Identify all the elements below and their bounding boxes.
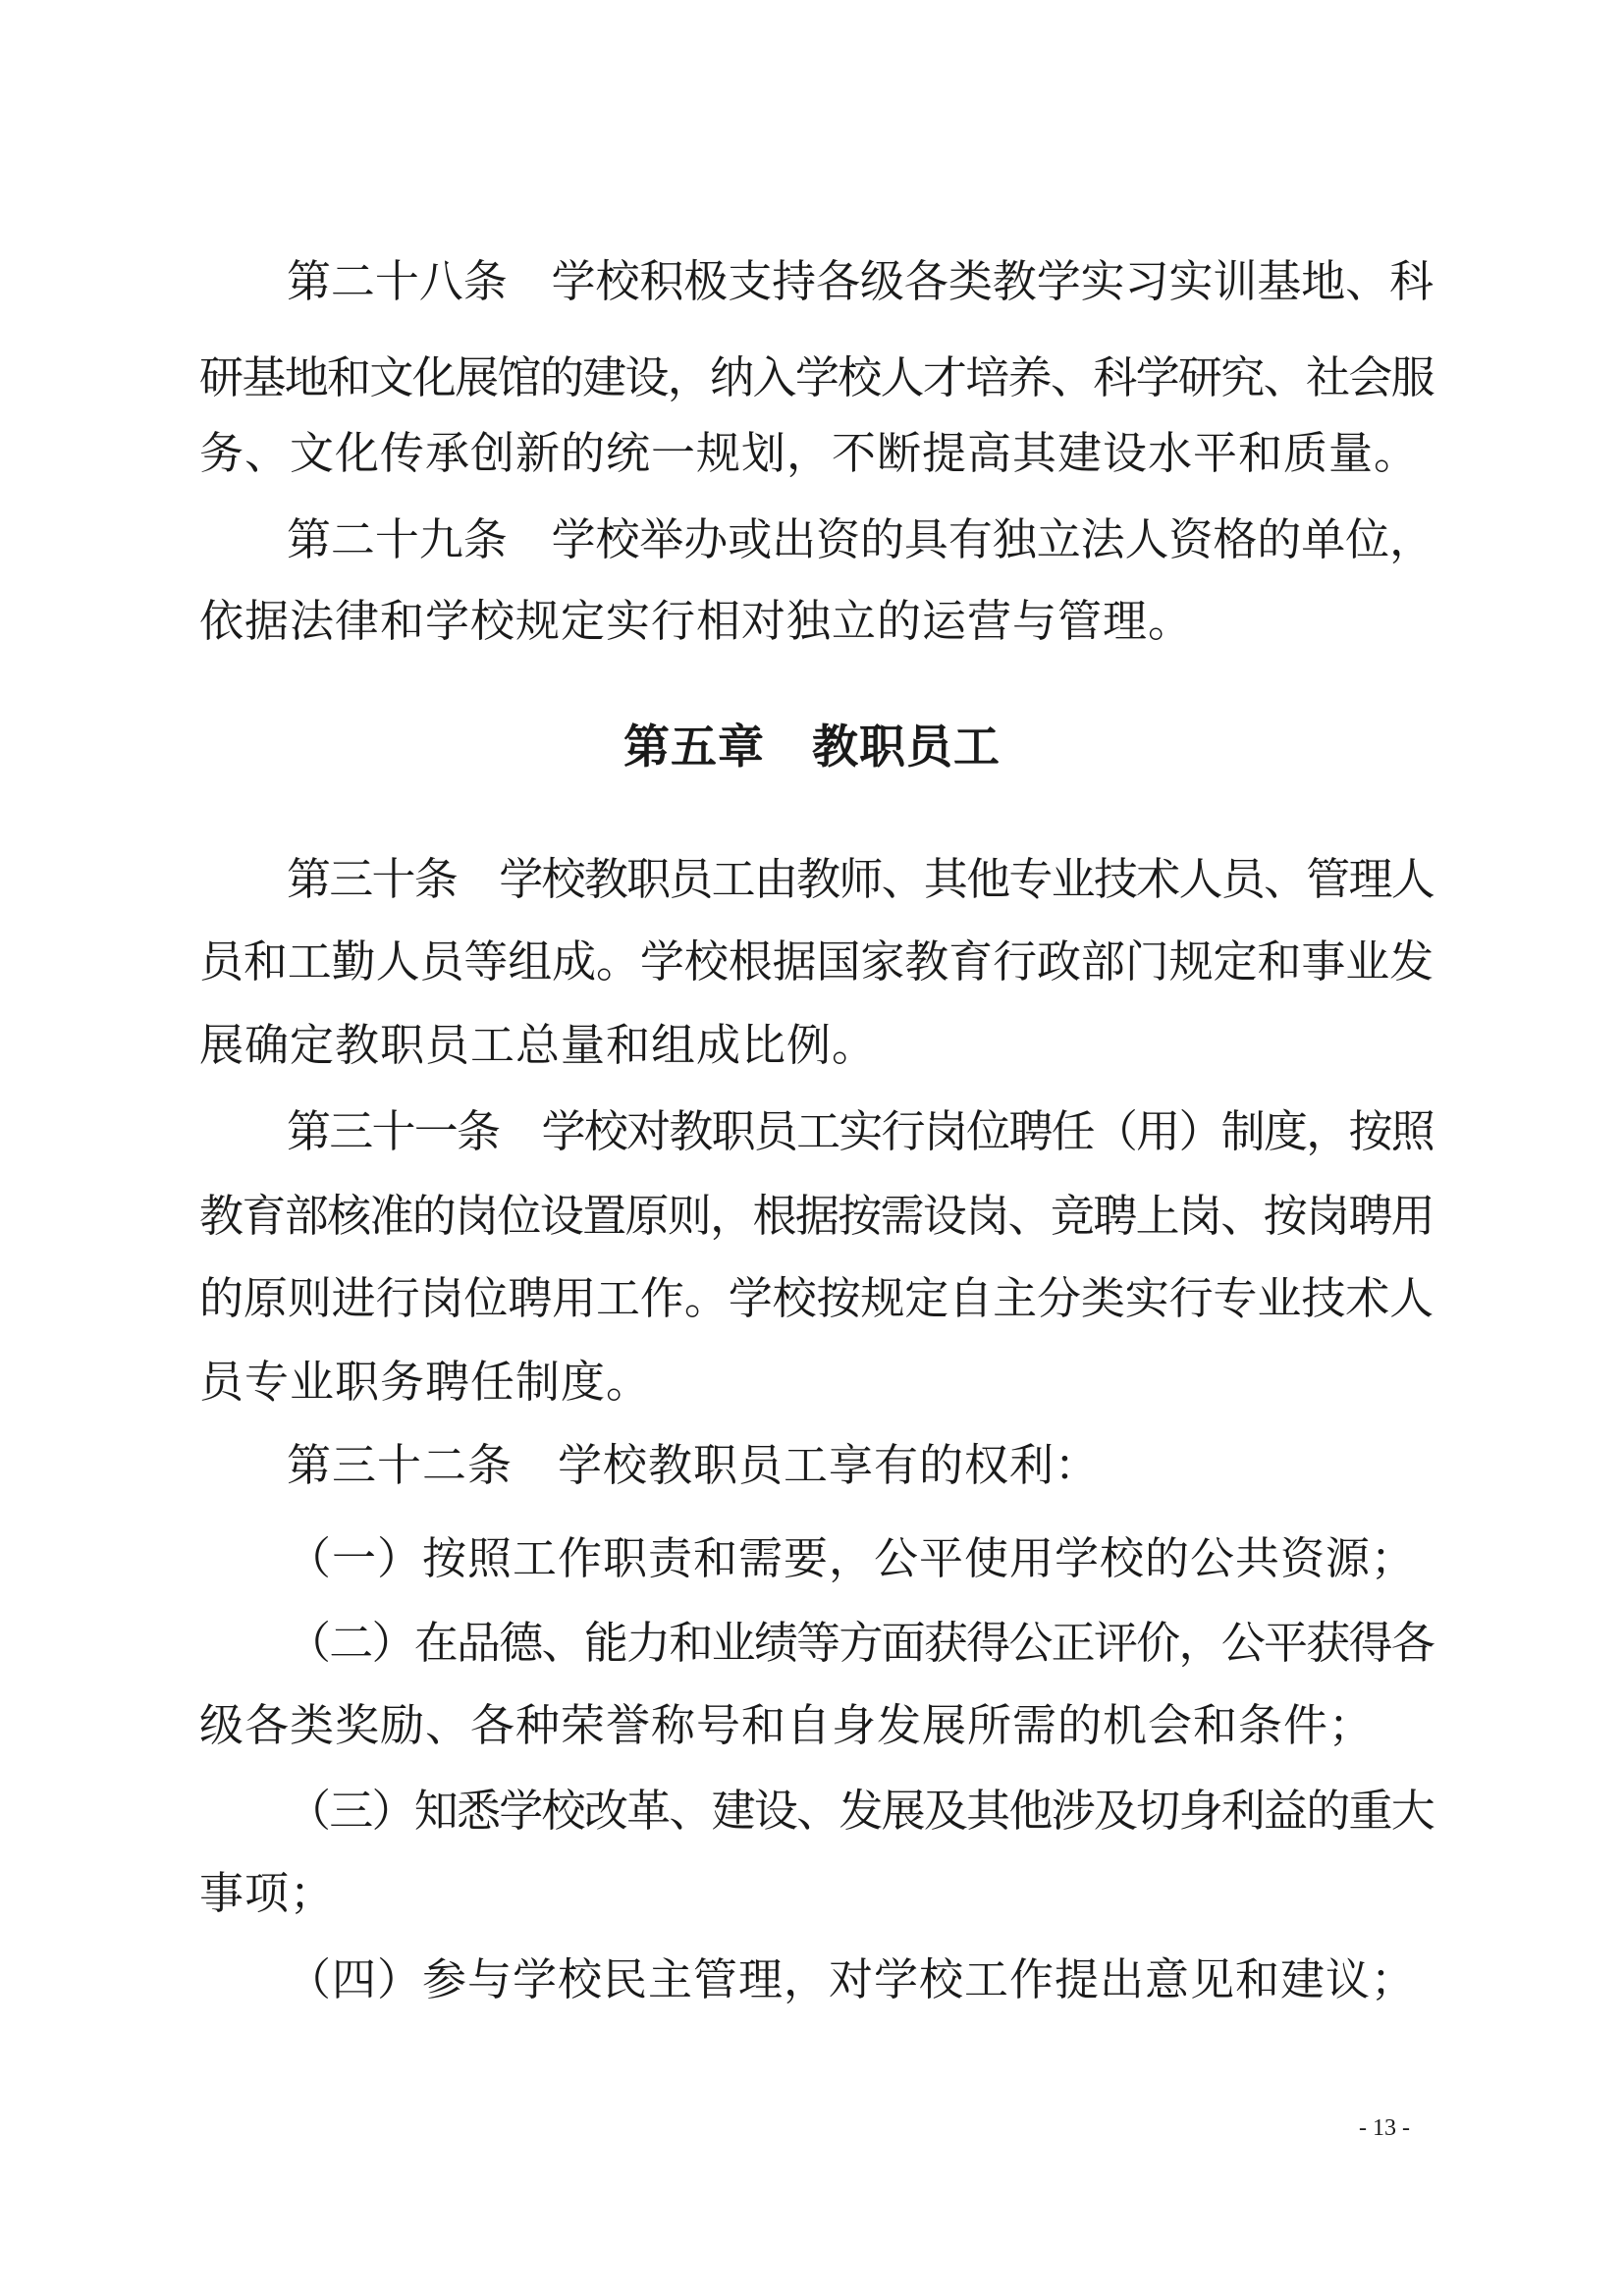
article-28-line-2: 研基地和文化展馆的建设，纳入学校人才培养、科学研究、社会服 [199,351,1435,403]
item-2-line-2: 级各类奖励、各种荣誉称号和自身发展所需的机会和条件； [199,1699,1375,1751]
article-31-line-1: 第三十一条 学校对教职员工实行岗位聘任（用）制度，按照 [287,1105,1435,1157]
article-31-line-2: 教育部核准的岗位设置原则，根据按需设岗、竞聘上岗、按岗聘用 [199,1190,1435,1242]
item-1-line-1: （一）按照工作职责和需要，公平使用学校的公共资源； [287,1532,1417,1584]
article-29-line-1: 第二十九条 学校举办或出资的具有独立法人资格的单位， [287,513,1435,565]
item-3-line-2: 事项； [199,1867,336,1919]
article-30-line-3: 展确定教职员工总量和组成比例。 [199,1019,878,1071]
item-2-line-1: （二）在品德、能力和业绩等方面获得公正评价，公平获得各 [287,1617,1435,1669]
article-28-line-3: 务、文化传承创新的统一规划，不断提高其建设水平和质量。 [199,427,1420,479]
article-28-line-1: 第二十八条 学校积极支持各级各类教学实习实训基地、科 [287,255,1435,307]
item-4-line-1: （四）参与学校民主管理，对学校工作提出意见和建议； [287,1953,1417,2005]
item-3-line-1: （三）知悉学校改革、建设、发展及其他涉及切身利益的重大 [287,1785,1435,1837]
article-32-line-1: 第三十二条 学校教职员工享有的权利： [287,1439,1101,1491]
article-30-line-2: 员和工勤人员等组成。学校根据国家教育行政部门规定和事业发 [199,935,1435,988]
article-29-line-2: 依据法律和学校规定实行相对独立的运营与管理。 [199,595,1194,647]
page-number: - 13 - [1359,2115,1410,2141]
article-31-line-3: 的原则进行岗位聘用工作。学校按规定自主分类实行专业技术人 [199,1272,1435,1324]
chapter-heading: 第五章 教职员工 [623,721,1001,774]
article-31-line-4: 员专业职务聘任制度。 [199,1356,652,1408]
article-30-line-1: 第三十条 学校教职员工由教师、其他专业技术人员、管理人 [287,853,1435,905]
